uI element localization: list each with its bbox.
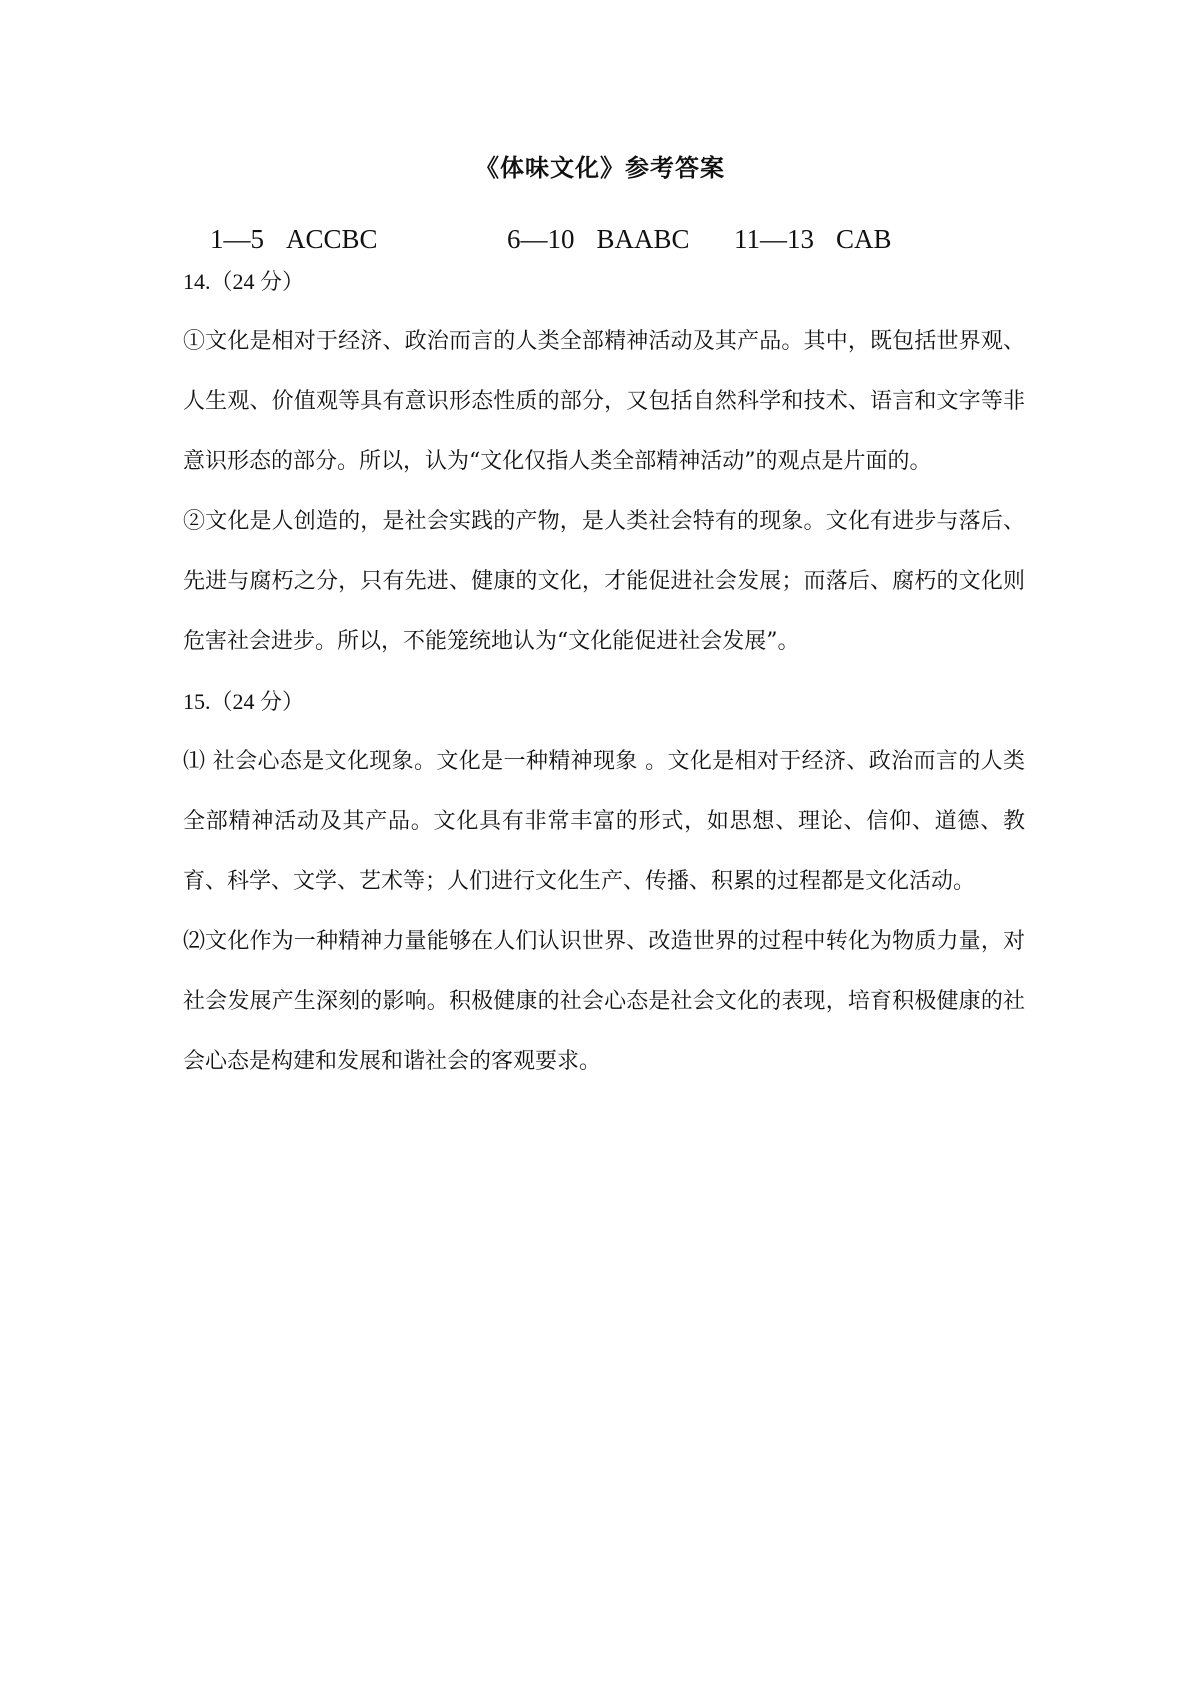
answer-key-row [183, 193, 1083, 254]
question-14-header: 14.（24 分） [183, 269, 305, 294]
answer-range: 1—5 [210, 224, 264, 254]
question-15-part-1: ⑴ 社会心态是文化现象。文化是一种精神现象 。文化是相对于经济、政治而言的人类全部精神活动及其产品。文化具有非常丰富的形式，如思想、理论、信仰、道德、教育、科学、文学、艺术等；人们进行文化生产、传播、积累的过程都是文化活动。 [183, 749, 1025, 894]
answer-range: 11—13 [734, 224, 814, 254]
question-14-point-2: ②文化是人创造的，是社会实践的产物，是人类社会特有的现象。文化有进步与落后、先进与腐朽之分，只有先进、健康的文化，才能促进社会发展；而落后、腐朽的文化则危害社会进步。所以，不能笼统地认为“文化能促进社会发展”。 [183, 509, 1025, 654]
page-title: 《体味文化》参考答案 [475, 154, 725, 182]
question-15-part-2: ⑵文化作为一种精神力量能够在人们认识世界、改造世界的过程中转化为物质力量，对社会发展产生深刻的影响。积极健康的社会心态是社会文化的表现，培育积极健康的社会心态是构建和发展和谐社会的客观要求。 [183, 929, 1025, 1074]
answer-range: 6—10 [507, 224, 575, 254]
question-15-header: 15.（24 分） [183, 689, 305, 714]
answer-letters: BAABC [596, 224, 690, 254]
answer-letters: ACCBC [286, 224, 378, 254]
answer-letters: CAB [836, 224, 892, 254]
question-14-point-1: ①文化是相对于经济、政治而言的人类全部精神活动及其产品。其中，既包括世界观、人生观、价值观等具有意识形态性质的部分，又包括自然科学和技术、语言和文字等非意识形态的部分。所以，认为“文化仅指人类全部精神活动”的观点是片面的。 [183, 329, 1025, 474]
answer-content [183, 252, 1025, 1092]
